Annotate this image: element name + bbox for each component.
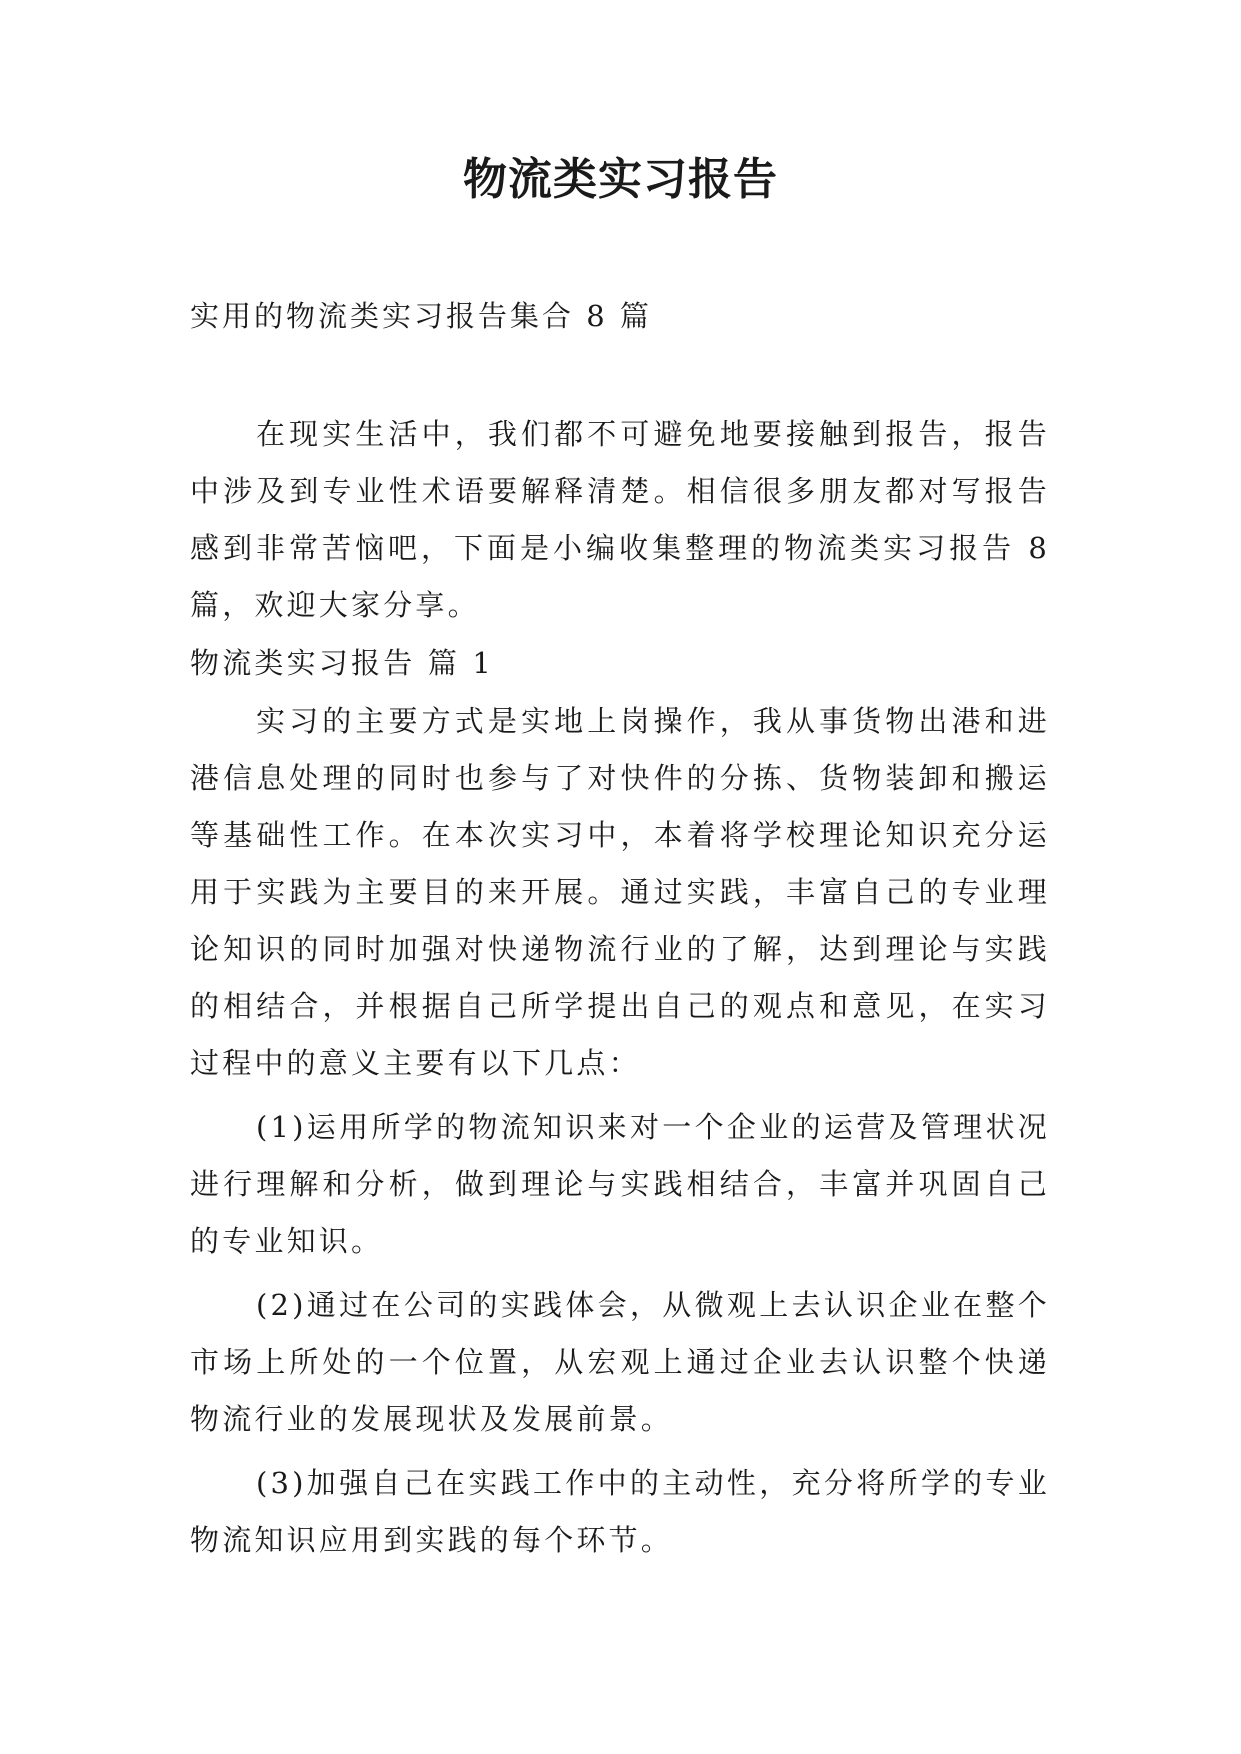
intro-paragraph: 在现实生活中，我们都不可避免地要接触到报告，报告中涉及到专业性术语要解释清楚。相信很多朋友都对写报告感到非常苦恼吧，下面是小编收集整理的物流类实习报告 8 篇，欢迎大家分享。 bbox=[190, 417, 1050, 622]
section-heading: 物流类实习报告 篇 1 bbox=[190, 646, 495, 680]
document-body bbox=[190, 406, 1050, 1569]
list-item-paragraph: (3)加强自己在实践工作中的主动性，充分将所学的专业物流知识应用到实践的每个环节。 bbox=[190, 1466, 1050, 1557]
list-item-paragraph: (1)运用所学的物流知识来对一个企业的运营及管理状况进行理解和分析，做到理论与实践相结合，丰富并巩固自己的专业知识。 bbox=[190, 1110, 1050, 1258]
document-title: 物流类实习报告 bbox=[463, 154, 778, 205]
list-item-paragraph: (2)通过在公司的实践体会，从微观上去认识企业在整个市场上所处的一个位置，从宏观上通过企业去认识整个快递物流行业的发展现状及发展前景。 bbox=[190, 1288, 1050, 1436]
document-subtitle: 实用的物流类实习报告集合 8 篇 bbox=[190, 299, 652, 333]
body-paragraph: 实习的主要方式是实地上岗操作，我从事货物出港和进港信息处理的同时也参与了对快件的分拣、货物装卸和搬运等基础性工作。在本次实习中，本着将学校理论知识充分运用于实践为主要目的来开展。通过实践，丰富自己的专业理论知识的同时加强对快递物流行业的了解，达到理论与实践的相结合，并根据自己所学提出自己的观点和意见，在实习过程中的意义主要有以下几点： bbox=[190, 704, 1050, 1080]
